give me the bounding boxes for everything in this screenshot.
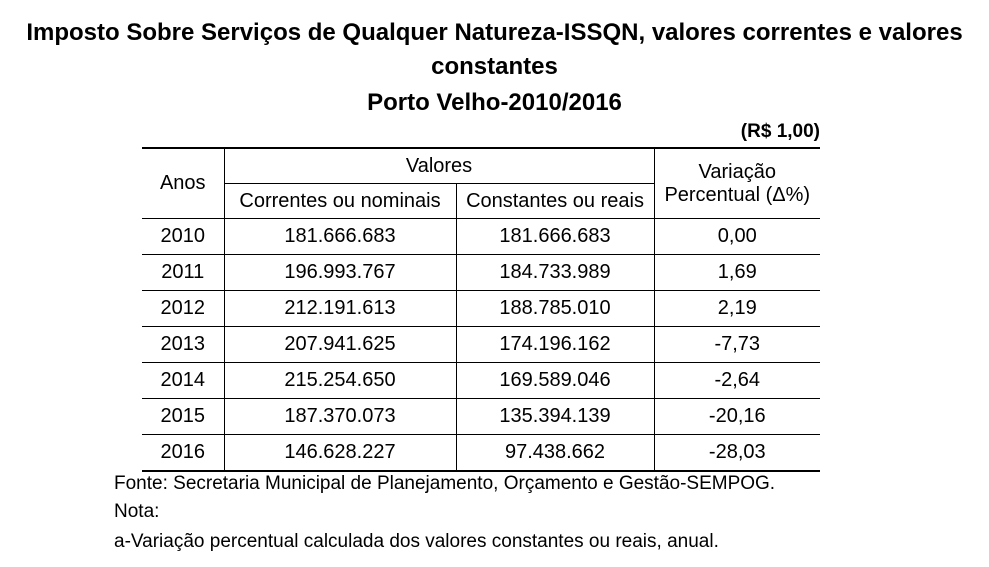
cell-variacao: -2,64 bbox=[654, 363, 820, 399]
cell-ano: 2011 bbox=[142, 255, 224, 291]
cell-constantes: 188.785.010 bbox=[456, 291, 654, 327]
header-variacao-line-2: Percentual (Δ%) bbox=[664, 183, 811, 206]
cell-correntes: 146.628.227 bbox=[224, 435, 456, 472]
cell-ano: 2014 bbox=[142, 363, 224, 399]
cell-constantes: 174.196.162 bbox=[456, 327, 654, 363]
cell-variacao: -28,03 bbox=[654, 435, 820, 472]
cell-ano: 2016 bbox=[142, 435, 224, 472]
table-row bbox=[142, 435, 820, 472]
document-subtitle: Porto Velho-2010/2016 bbox=[367, 89, 622, 116]
cell-variacao: -7,73 bbox=[654, 327, 820, 363]
cell-correntes: 207.941.625 bbox=[224, 327, 456, 363]
cell-correntes: 196.993.767 bbox=[224, 255, 456, 291]
header-variacao bbox=[654, 148, 820, 219]
cell-variacao: -20,16 bbox=[654, 399, 820, 435]
note-a-text: a-Variação percentual calculada dos valores constantes ou reais, anual. bbox=[114, 531, 719, 552]
cell-correntes: 215.254.650 bbox=[224, 363, 456, 399]
cell-correntes: 212.191.613 bbox=[224, 291, 456, 327]
cell-correntes: 181.666.683 bbox=[224, 219, 456, 255]
issqn-table bbox=[142, 147, 820, 472]
header-correntes: Correntes ou nominais bbox=[224, 184, 456, 219]
table-row bbox=[142, 399, 820, 435]
header-row-top bbox=[142, 148, 820, 184]
table-row bbox=[142, 327, 820, 363]
cell-correntes: 187.370.073 bbox=[224, 399, 456, 435]
table-header bbox=[142, 148, 820, 219]
currency-unit-label: (R$ 1,00) bbox=[740, 121, 820, 142]
cell-variacao: 1,69 bbox=[654, 255, 820, 291]
table-row bbox=[142, 291, 820, 327]
header-valores: Valores bbox=[224, 148, 654, 184]
cell-variacao: 0,00 bbox=[654, 219, 820, 255]
cell-ano: 2013 bbox=[142, 327, 224, 363]
table-row bbox=[142, 255, 820, 291]
source-footnote: Fonte: Secretaria Municipal de Planejamento, Orçamento e Gestão-SEMPOG. bbox=[114, 473, 776, 494]
header-anos: Anos bbox=[142, 148, 224, 219]
cell-constantes: 181.666.683 bbox=[456, 219, 654, 255]
cell-constantes: 169.589.046 bbox=[456, 363, 654, 399]
header-constantes: Constantes ou reais bbox=[456, 184, 654, 219]
document-title-line-1: Imposto Sobre Serviços de Qualquer Natureza-ISSQN, valores correntes e valores bbox=[26, 19, 963, 46]
note-label: Nota: bbox=[114, 501, 160, 522]
document-title-line-2: constantes bbox=[431, 53, 558, 80]
cell-constantes: 135.394.139 bbox=[456, 399, 654, 435]
header-variacao-line-1: Variação bbox=[698, 160, 776, 183]
cell-variacao: 2,19 bbox=[654, 291, 820, 327]
table-body bbox=[142, 219, 820, 472]
table-row bbox=[142, 219, 820, 255]
cell-constantes: 97.438.662 bbox=[456, 435, 654, 472]
cell-constantes: 184.733.989 bbox=[456, 255, 654, 291]
cell-ano: 2015 bbox=[142, 399, 224, 435]
table-row bbox=[142, 363, 820, 399]
cell-ano: 2010 bbox=[142, 219, 224, 255]
cell-ano: 2012 bbox=[142, 291, 224, 327]
